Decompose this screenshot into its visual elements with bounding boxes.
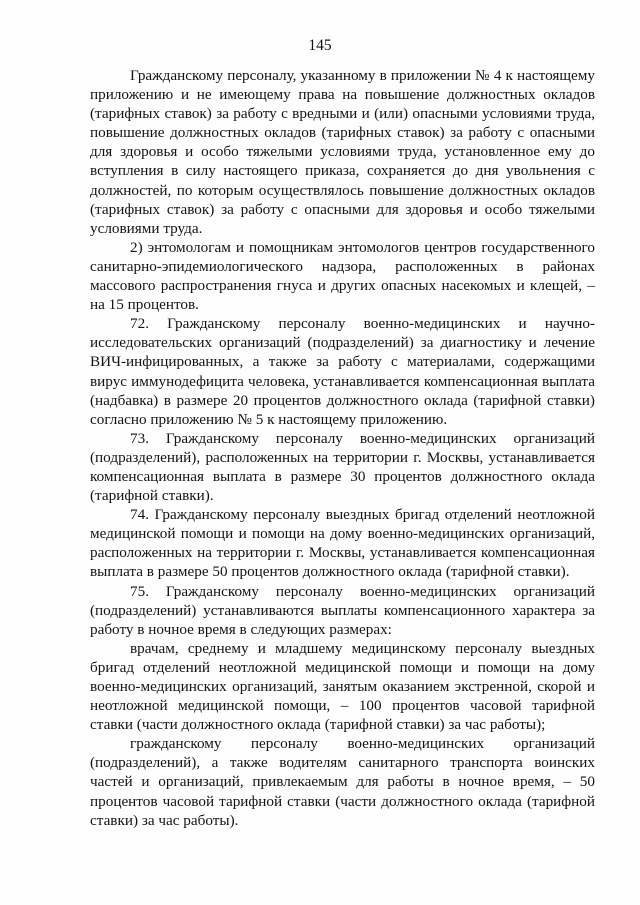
paragraph-item-73: 73. Гражданскому персоналу военно-медицинских организаций (подразделений), расположенных на территории г. Москвы, устанавливается компенсационная выплата в размере 30 процентов должностного оклада (тарифной ставки). [90,429,595,505]
paragraph-item-72: 72. Гражданскому персоналу военно-медицинских и научно-исследовательских организаций (подразделений) за диагностику и лечение ВИЧ-инфицированных, а также за работу с материалами, содержащими вирус иммунодефицита человека, устанавливается компенсационная выплата (надбавка) в размере 20 процентов должностного оклада (тарифной ставки) согласно приложению № 5 к настоящему приложению. [90,315,595,428]
paragraph-entomologists: 2) энтомологам и помощникам энтомологов центров государственного санитарно-эпидемиологического надзора, расположенных в районах массового распространения гнуса и других опасных насекомых и клещей, – на 15 процентов. [90,238,595,314]
paragraph-night-work-civil-staff: гражданскому персоналу военно-медицинских организаций (подразделений), а также водителям санитарного транспорта воинских частей и организаций, привлекаемым для работы в ночное время, – 50 процентов часовой тарифной ставки (части должностного оклада (тарифной ставки) за час работы). [90,735,595,829]
paragraph-item-74: 74. Гражданскому персоналу выездных бригад отделений неотложной медицинской помощи и помощи на дому военно-медицинских организаций, расположенных на территории г. Москвы, устанавливается компенсационная выплата в размере 50 процентов должностного оклада (тарифной ставки). [90,506,595,581]
paragraph-civil-staff-appendix-4: Гражданскому персоналу, указанному в приложении № 4 к настоящему приложению и не имеющему права на повышение должностных окладов (тарифных ставок) за работу с вредными и (или) опасными условиями труда, повышение должностных окладов (тарифных ставок) за работу с опасными для здоровья и особо тяжелыми условиями труда, установленное ему до вступления в силу настоящего приказа, сохраняется до дня увольнения с должностей, по которым осуществлялось повышение должностных окладов (тарифных ставок) за работу с опасными для здоровья и особо тяжелыми условиями труда. [90,67,595,237]
paragraph-night-work-doctors: врачам, среднему и младшему медицинскому персоналу выездных бригад отделений неотложной медицинской помощи и помощи на дому военно-медицинских организаций, занятым оказанием экстренной, скорой и неотложной медицинской помощи, – 100 процентов часовой тарифной ставки (части должностного оклада (тарифной ставки) за час работы); [90,639,595,734]
document-body [90,66,595,830]
paragraph-item-75: 75. Гражданскому персоналу военно-медицинских организаций (подразделений) устанавливаются выплаты компенсационного характера за работу в ночное время в следующих размерах: [90,582,595,638]
page-number: 145 [308,37,332,54]
